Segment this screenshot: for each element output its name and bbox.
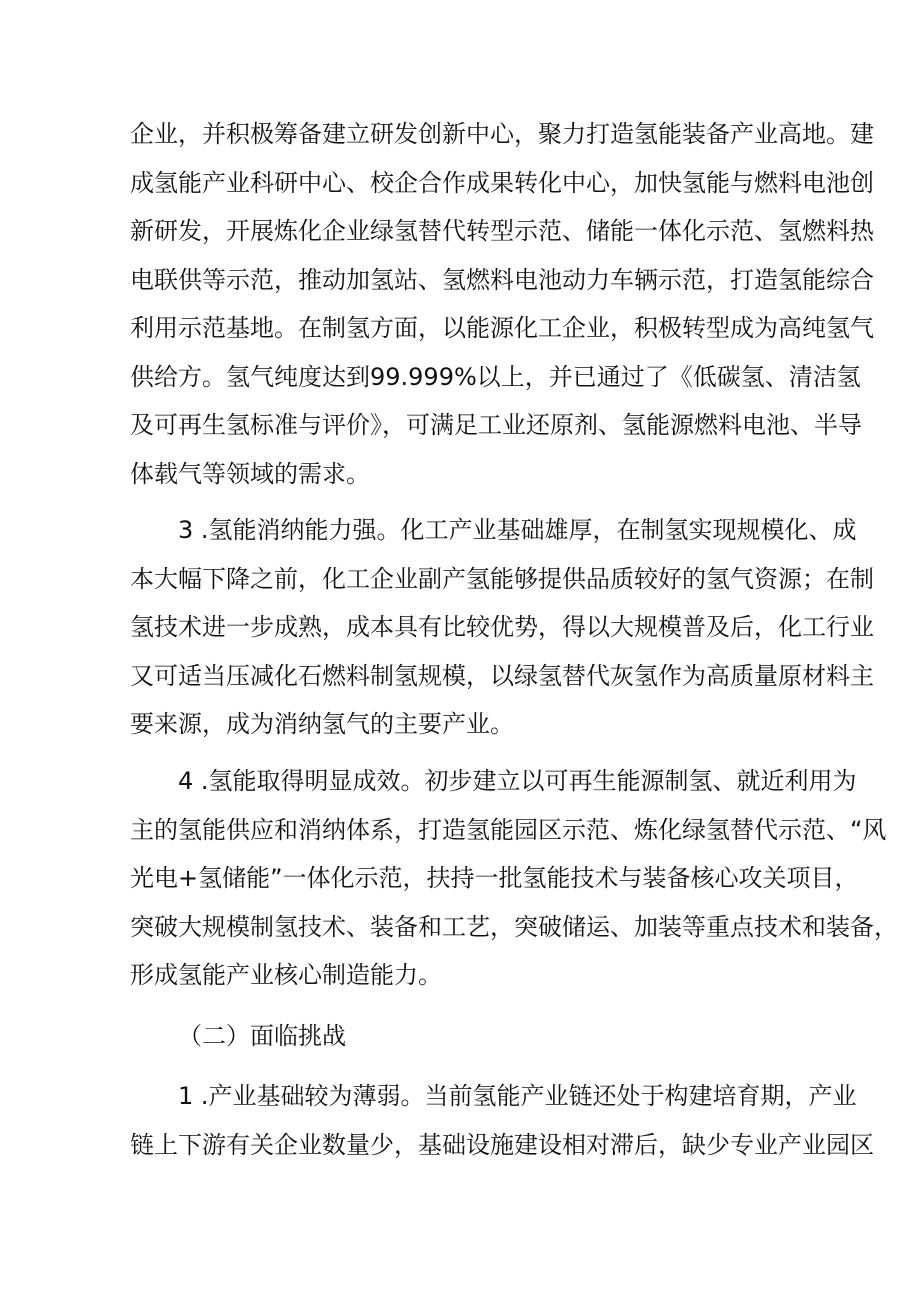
text-line: 成氢能产业科研中心、校企合作成果转化中心，加快氢能与燃料电池创	[130, 168, 874, 197]
text-line: 本大幅下降之前，化工企业副产氢能够提供品质较好的氢气资源；在制	[130, 564, 874, 593]
text-line: 形成氢能产业核心制造能力。	[130, 961, 442, 989]
text-line: 3 .氢能消纳能力强。化工产业基础雄厚，在制氢实现规模化、成	[178, 516, 857, 544]
text-line: 氢技术进一步成熟，成本具有比较优势，得以大规模普及后，化工行业	[130, 613, 874, 641]
text-line: 主的氢能供应和消纳体系，打造氢能园区示范、炼化绿氢替代示范、“风	[130, 815, 887, 844]
text-line: 新研发，开展炼化企业绿氢替代转型示范、储能一体化示范、氢燃料热	[130, 217, 874, 245]
text-line: 电联供等示范，推动加氢站、氢燃料电池动力车辆示范，打造氢能综合	[130, 265, 874, 294]
text-line: 企业，并积极筹备建立研发创新中心，聚力打造氢能装备产业高地。建	[130, 120, 874, 148]
paragraph-hydrogen-demonstration	[130, 110, 874, 498]
text-line: 利用示范基地。在制氢方面，以能源化工企业，积极转型成为高纯氢气	[130, 314, 874, 342]
text-line: 突破大规模制氢技术、装备和工艺，突破储运、加装等重点技术和装备，	[130, 912, 898, 941]
text-line: 又可适当压减化石燃料制氢规模，以绿氢替代灰氢作为高质量原材料主	[130, 661, 874, 690]
text-line: 及可再生氢标准与评价》，可满足工业还原剂、氢能源燃料电池、半导	[130, 411, 862, 439]
paragraph-item-4	[130, 757, 898, 1000]
text-line: 4 .氢能取得明显成效。初步建立以可再生能源制氢、就近利用为	[178, 767, 857, 795]
text-line: 供给方。氢气纯度达到99.999%以上，并已通过了《低碳氢、清洁氢	[130, 362, 861, 391]
text-line: 1 .产业基础较为薄弱。当前氢能产业链还处于构建培育期，产业	[178, 1082, 857, 1110]
text-line: 要来源，成为消纳氢气的主要产业。	[130, 710, 514, 738]
section-heading: （二）面临挑战	[178, 1022, 346, 1050]
text-line: 光电+氢储能”一体化示范，扶持一批氢能技术与装备核心攻关项目，	[130, 864, 859, 892]
text-line: 体载气等领域的需求。	[130, 459, 370, 488]
section-heading-challenges	[130, 1012, 800, 1061]
paragraph-challenge-1	[130, 1072, 874, 1169]
text-line: 链上下游有关企业数量少，基础设施建设相对滞后，缺少专业产业园区	[130, 1130, 874, 1159]
paragraph-item-3	[130, 506, 874, 749]
